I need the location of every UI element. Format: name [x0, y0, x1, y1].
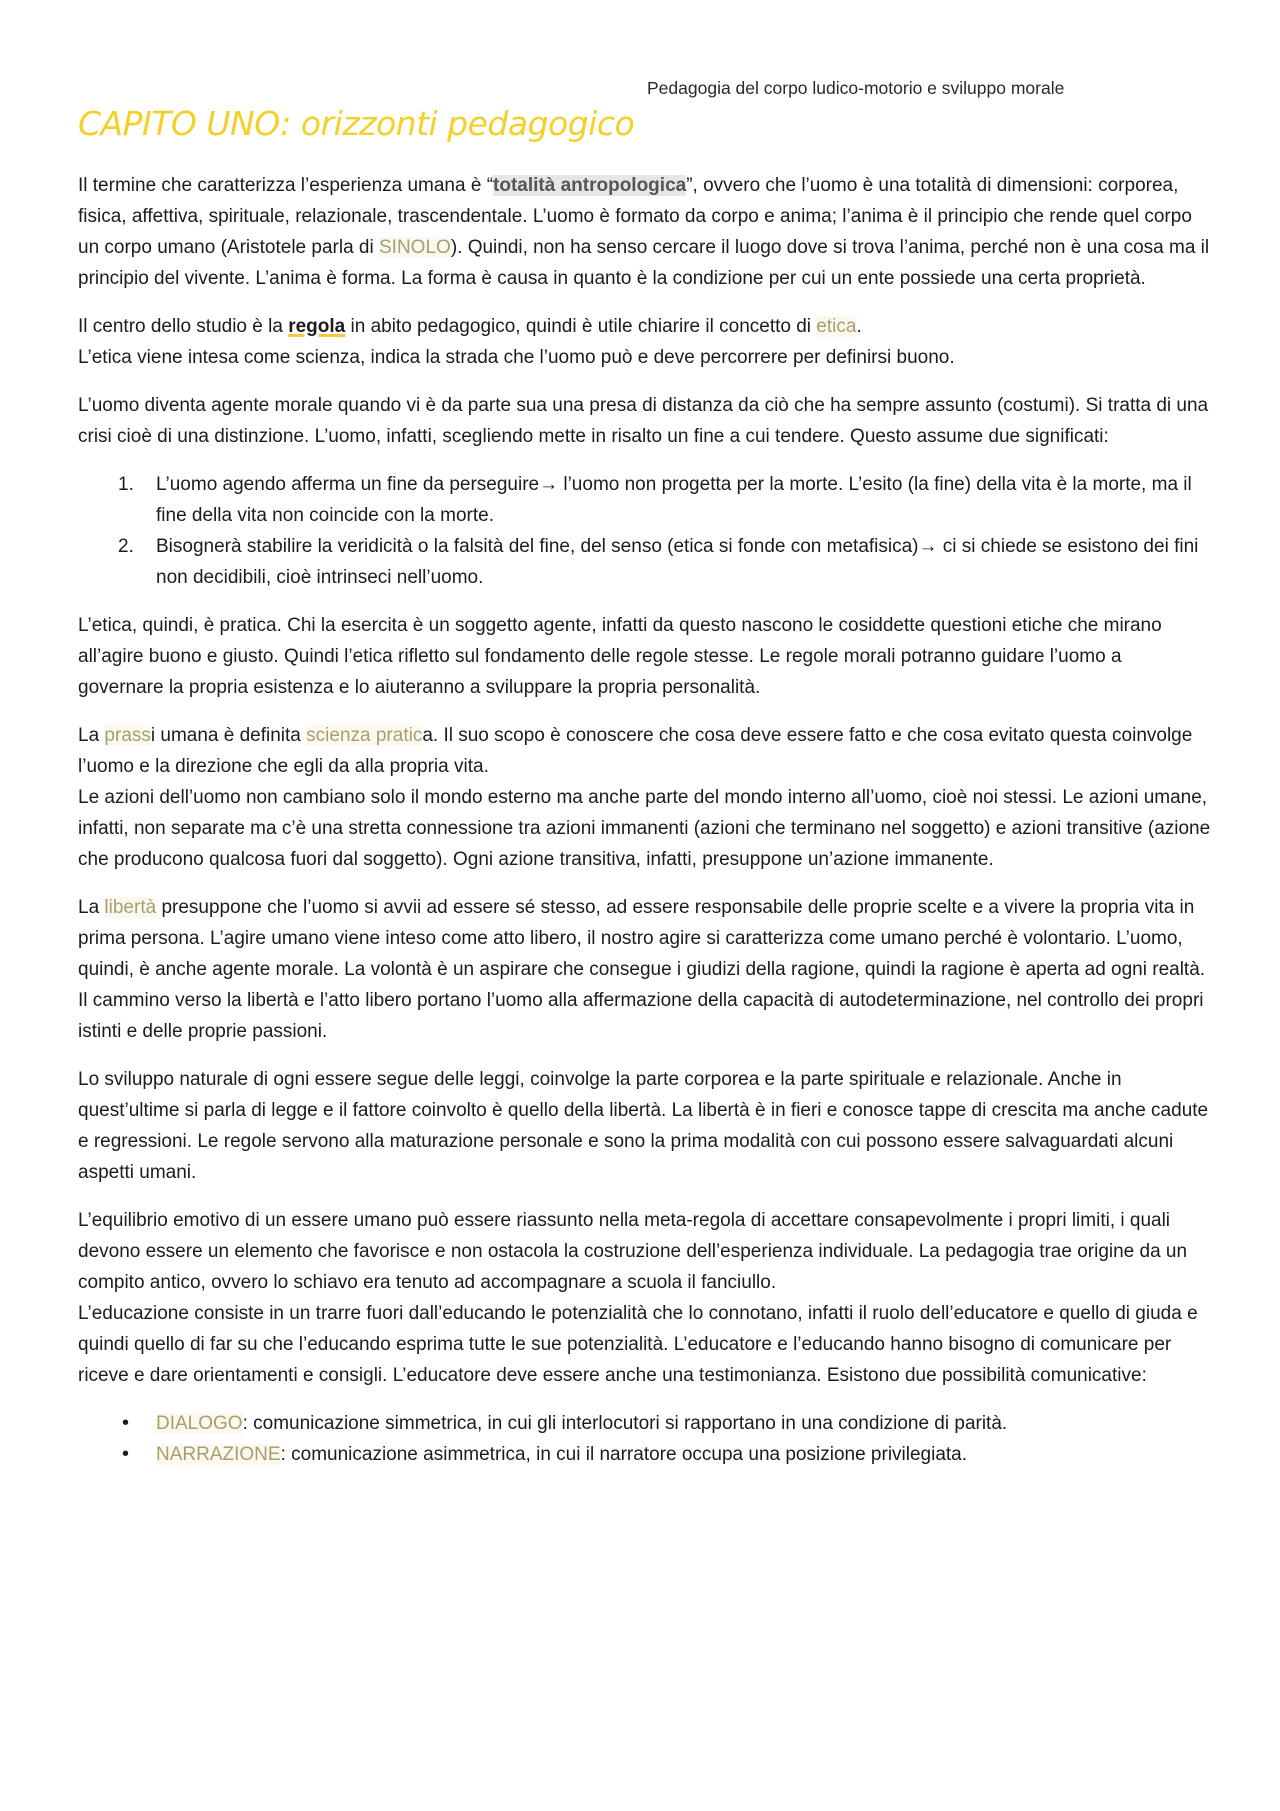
text-run: presuppone che l’uomo si avvii ad essere sé stesso, ad essere responsabile delle proprie scelte e a vivere la propria vita in prima persona. L’agire umano viene inteso come atto libero, il nostro agire si caratterizza come umano perché è volontario. L’uomo, quindi, è anche agente morale. La volontà è un aspirare che consegue i giudizi della ragione, quindi la ragione è aperta ad ogni realtà. Il cammino verso la libertà e l’atto libero portano l’uomo alla affermazione della capacità di autodeterminazione, nel controllo dei propri istinti e delle proprie passioni.: [78, 897, 1206, 1042]
list-item: [78, 1408, 1211, 1439]
paragraph-5: [78, 720, 1211, 875]
list-item: [78, 531, 1211, 593]
list-number: 1.: [118, 474, 134, 495]
paragraph-8: [78, 1205, 1211, 1391]
chapter-title: CAPITO UNO: orizzonti pedagogico: [78, 104, 635, 143]
paragraph-7: Lo sviluppo naturale di ogni essere segue delle leggi, coinvolge la parte corporea e la parte spirituale e relazionale. Anche in quest’ultime si parla di legge e il fattore coinvolto è quello della libertà. La libertà è in fieri e conosce tappe di crescita ma anche cadute e regressioni. Le regole servono alla maturazione personale e sono la prima modalità con cui possono essere salvaguardati alcuni aspetti umani.: [78, 1069, 1209, 1183]
text-run: a. Il suo scopo è conoscere che cosa deve essere fatto e che cosa evitato questa coinvolge l’uomo e la direzione che egli da alla propria vita.: [78, 725, 1193, 777]
bullet-icon: •: [122, 1443, 130, 1465]
text-run: in abito pedagogico, quindi è utile chiarire il concetto di: [345, 316, 817, 337]
bullet-list: [78, 1408, 1211, 1470]
highlighted-term: etica: [816, 316, 857, 337]
paragraph-3: L’uomo diventa agente morale quando vi è da parte sua una presa di distanza da ciò che ha sempre assunto (costumi). Si tratta di una crisi cioè di una distinzione. L’uomo, infatti, scegliendo mette in risalto un fine a cui tendere. Questo assume due significati:: [78, 395, 1209, 447]
text-run: La: [78, 897, 105, 918]
list-item: [78, 469, 1211, 531]
text-run: L’equilibrio emotivo di un essere umano può essere riassunto nella meta-regola di accettare consapevolmente i propri limiti, i quali devono essere un elemento che favorisce e non ostacola la costruzione dell’esperienza individuale. La pedagogia trae origine da un compito antico, ovvero lo schiavo era tenuto ad accompagnare a scuola il fanciullo.: [78, 1210, 1188, 1293]
text-run: La: [78, 725, 105, 746]
highlighted-term: prass: [104, 725, 151, 746]
document-body: [78, 170, 1211, 1487]
underlined-term: regola: [288, 316, 346, 337]
text-run: ). Quindi, non ha senso cercare il luogo dove si trova l’anima, perché non è una cosa ma il principio del vivente. L’anima è forma. La forma è causa in quanto è la condizione per cui un ente possiede una certa proprietà.: [78, 237, 1210, 289]
running-header: Pedagogia del corpo ludico-motorio e sviluppo morale: [647, 78, 1065, 98]
text-run: .: [856, 316, 862, 337]
paragraph-1: [78, 170, 1211, 294]
highlighted-term: totalità antropologica: [493, 175, 687, 196]
highlighted-term: libertà: [104, 897, 157, 918]
paragraph-6: [78, 892, 1211, 1047]
text-run: L’etica viene intesa come scienza, indica la strada che l’uomo può e deve percorrere per definirsi buono.: [78, 347, 955, 368]
list-item: [78, 1439, 1211, 1470]
paragraph-2: [78, 311, 1211, 373]
text-run: Il centro dello studio è la: [78, 316, 289, 337]
paragraph-4: L’etica, quindi, è pratica. Chi la esercita è un soggetto agente, infatti da questo nascono le cosiddette questioni etiche che mirano all’agire buono e giusto. Quindi l’etica rifletto sul fondamento delle regole stesse. Le regole morali potranno guidare l’uomo a governare la propria esistenza e lo aiuteranno a sviluppare la propria personalità.: [78, 615, 1162, 698]
text-run: i umana è definita: [150, 725, 307, 746]
text-run: ”, ovvero che l’uomo è una totalità di dimensioni: corporea, fisica, affettiva, spirituale, relazionale, trascendentale. L’uomo è formato da corpo e anima; l’anima è il principio che rende quel corpo un corpo umano (Aristotele parla di: [78, 175, 1192, 258]
list-item-text: : comunicazione simmetrica, in cui gli interlocutori si rapportano in una condizione di parità.: [242, 1413, 1008, 1434]
highlighted-term: DIALOGO: [156, 1413, 243, 1434]
highlighted-term: scienza pratic: [306, 725, 423, 746]
highlighted-term: SINOLO: [379, 237, 451, 258]
text-run: Le azioni dell’uomo non cambiano solo il mondo esterno ma anche parte del mondo interno all’uomo, cioè noi stessi. Le azioni umane, infatti, non separate ma c’è una stretta connessione tra azioni immanenti (azioni che terminano nel soggetto) e azioni transitive (azione che producono qualcosa fuori dal soggetto). Ogni azione transitiva, infatti, presuppone un’azione immanente.: [78, 787, 1211, 870]
numbered-list: [78, 469, 1211, 593]
text-run: Il termine che caratterizza l’esperienza umana è “: [78, 175, 494, 196]
list-number: 2.: [118, 536, 134, 557]
text-run: L’educazione consiste in un trarre fuori dall’educando le potenzialità che lo connotano, infatti il ruolo dell’educatore e quello di giuda e quindi quello di far su che l’educando esprima tutte le sue potenzialità. L’educatore e l’educando hanno bisogno di comunicare per riceve e dare orientamenti e consigli. L’educatore deve essere anche una testimonianza. Esistono due possibilità comunicative:: [78, 1303, 1198, 1386]
bullet-icon: •: [122, 1412, 130, 1434]
list-item-text: : comunicazione asimmetrica, in cui il narratore occupa una posizione privilegiata.: [280, 1444, 968, 1465]
list-item-text: L’uomo agendo afferma un fine da perseguire→ l’uomo non progetta per la morte. L’esito (la fine) della vita è la morte, ma il fine della vita non coincide con la morte.: [156, 474, 1192, 526]
highlighted-term: NARRAZIONE: [156, 1444, 281, 1465]
list-item-text: Bisognerà stabilire la veridicità o la falsità del fine, del senso (etica si fonde con metafisica)→ ci si chiede se esistono dei fini non decidibili, cioè intrinseci nell’uomo.: [156, 536, 1199, 588]
